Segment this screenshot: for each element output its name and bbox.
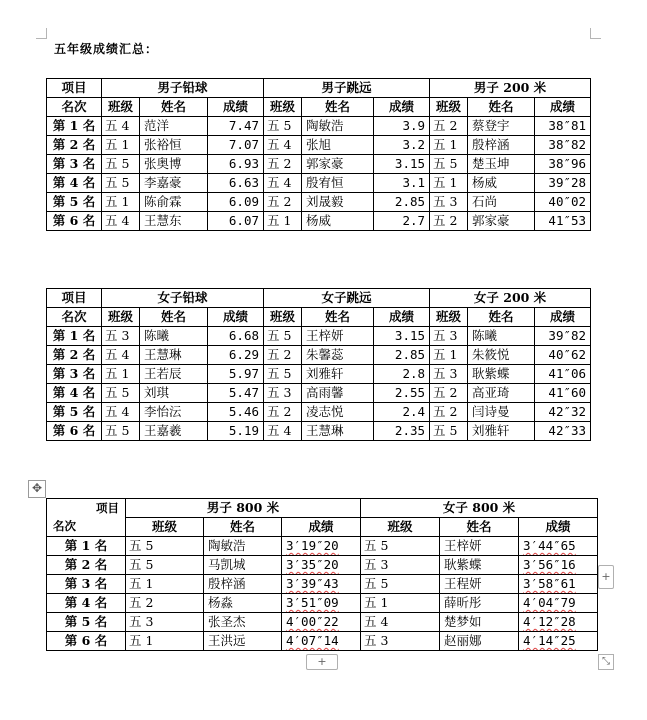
class-cell: 五 3: [430, 327, 468, 346]
score-cell: 3.9: [374, 117, 430, 136]
rank-cell: 第 4 名: [47, 174, 102, 193]
page-corner-mark-right: [590, 28, 601, 39]
name-cell: 殷梓涵: [204, 575, 282, 594]
score-cell: 3′56″16: [523, 557, 576, 572]
table-row: [47, 136, 591, 155]
score-cell: 3′39″43: [286, 576, 339, 591]
col-header-name: 姓名: [468, 98, 535, 117]
name-cell: 陶敏浩: [302, 117, 374, 136]
rank-cell: 第 6 名: [47, 632, 126, 651]
col-header-name: 姓名: [302, 308, 374, 327]
name-cell: 杨淼: [204, 594, 282, 613]
score-cell: 39″82: [535, 327, 591, 346]
name-cell: 蔡登宇: [468, 117, 535, 136]
rank-cell: 第 3 名: [47, 365, 102, 384]
score-cell: 39″28: [535, 174, 591, 193]
table-row: [47, 632, 598, 651]
class-cell: 五 1: [264, 212, 302, 231]
name-cell: 石尚: [468, 193, 535, 212]
score-cell: 5.19: [208, 422, 264, 441]
score-cell: 3′51″09: [286, 595, 339, 610]
event-header: 男子 800 米: [126, 499, 361, 518]
score-cell-wrap: [282, 537, 361, 556]
class-cell: 五 4: [102, 403, 140, 422]
class-cell: 五 5: [264, 327, 302, 346]
table-row: [47, 155, 591, 174]
name-cell: 朱馨蕊: [302, 346, 374, 365]
col-header-score: 成绩: [374, 98, 430, 117]
class-cell: 五 4: [102, 346, 140, 365]
col-header-score: 成绩: [535, 98, 591, 117]
table-row: [47, 193, 591, 212]
col-header-name: 姓名: [140, 98, 208, 117]
class-cell: 五 1: [102, 136, 140, 155]
class-cell: 五 3: [126, 613, 204, 632]
col-header-score: 成绩: [519, 518, 598, 537]
class-cell: 五 3: [361, 632, 440, 651]
add-row-button[interactable]: +: [306, 654, 338, 670]
score-cell-wrap: [519, 594, 598, 613]
name-cell: 杨威: [468, 174, 535, 193]
table-row: [47, 117, 591, 136]
table-row: [47, 174, 591, 193]
header-project-rank: [47, 499, 126, 537]
score-cell: 6.29: [208, 346, 264, 365]
name-cell: 张旭: [302, 136, 374, 155]
score-cell-wrap: [519, 632, 598, 651]
name-cell: 高雨馨: [302, 384, 374, 403]
event-header: 男子跳远: [264, 79, 430, 98]
name-cell: 李嘉豪: [140, 174, 208, 193]
class-cell: 五 2: [264, 346, 302, 365]
class-cell: 五 4: [264, 174, 302, 193]
score-cell: 7.07: [208, 136, 264, 155]
rank-cell: 第 6 名: [47, 212, 102, 231]
class-cell: 五 1: [102, 365, 140, 384]
score-cell: 3′58″61: [523, 576, 576, 591]
header-rank: 名次: [47, 98, 102, 117]
name-cell: 陶敏浩: [204, 537, 282, 556]
score-cell: 4′00″22: [286, 614, 339, 629]
score-cell: 2.55: [374, 384, 430, 403]
table-row: [47, 556, 598, 575]
name-cell: 马凯城: [204, 556, 282, 575]
header-project: 项目: [47, 79, 102, 98]
score-cell: 7.47: [208, 117, 264, 136]
name-cell: 楚玉坤: [468, 155, 535, 174]
name-cell: 张圣杰: [204, 613, 282, 632]
header-rank: 名次: [47, 308, 102, 327]
score-cell-wrap: [282, 575, 361, 594]
name-cell: 陈曦: [468, 327, 535, 346]
name-cell: 耿紫蝶: [440, 556, 519, 575]
score-cell: 2.4: [374, 403, 430, 422]
score-cell: 5.97: [208, 365, 264, 384]
event-header: 女子铅球: [102, 289, 264, 308]
class-cell: 五 3: [430, 193, 468, 212]
col-header-class: 班级: [126, 518, 204, 537]
name-cell: 殷梓涵: [468, 136, 535, 155]
class-cell: 五 3: [430, 365, 468, 384]
table-row: [47, 384, 591, 403]
table-resize-handle-icon[interactable]: ⤡: [598, 654, 614, 670]
name-cell: 王洪远: [204, 632, 282, 651]
name-cell: 杨威: [302, 212, 374, 231]
table-boys-field[interactable]: [46, 78, 591, 231]
score-cell: 2.85: [374, 346, 430, 365]
name-cell: 赵丽娜: [440, 632, 519, 651]
rank-cell: 第 6 名: [47, 422, 102, 441]
class-cell: 五 3: [361, 556, 440, 575]
score-cell: 38″81: [535, 117, 591, 136]
rank-cell: 第 4 名: [47, 594, 126, 613]
event-header: 女子 200 米: [430, 289, 591, 308]
class-cell: 五 2: [264, 403, 302, 422]
name-cell: 朱筱悦: [468, 346, 535, 365]
class-cell: 五 2: [430, 117, 468, 136]
class-cell: 五 5: [264, 365, 302, 384]
table-move-handle-icon[interactable]: ✥: [28, 480, 46, 498]
score-cell: 40″02: [535, 193, 591, 212]
score-cell: 4′04″79: [523, 595, 576, 610]
col-header-name: 姓名: [204, 518, 282, 537]
name-cell: 闫诗曼: [468, 403, 535, 422]
name-cell: 薛昕彤: [440, 594, 519, 613]
score-cell: 38″96: [535, 155, 591, 174]
rank-cell: 第 1 名: [47, 327, 102, 346]
col-header-class: 班级: [361, 518, 440, 537]
header-project: 项目: [96, 501, 119, 515]
class-cell: 五 2: [264, 155, 302, 174]
score-cell: 3.15: [374, 155, 430, 174]
score-cell: 38″82: [535, 136, 591, 155]
rank-cell: 第 2 名: [47, 346, 102, 365]
score-cell: 2.85: [374, 193, 430, 212]
col-header-score: 成绩: [208, 308, 264, 327]
class-cell: 五 2: [430, 403, 468, 422]
rank-cell: 第 1 名: [47, 117, 102, 136]
name-cell: 刘雅轩: [468, 422, 535, 441]
col-header-name: 姓名: [468, 308, 535, 327]
score-cell: 2.8: [374, 365, 430, 384]
score-cell: 3′19″20: [286, 538, 339, 553]
score-cell: 41″53: [535, 212, 591, 231]
class-cell: 五 5: [264, 117, 302, 136]
table-row: [47, 327, 591, 346]
col-header-name: 姓名: [440, 518, 519, 537]
score-cell: 3.2: [374, 136, 430, 155]
name-cell: 刘雅轩: [302, 365, 374, 384]
score-cell: 5.47: [208, 384, 264, 403]
name-cell: 李怡沄: [140, 403, 208, 422]
class-cell: 五 3: [102, 327, 140, 346]
name-cell: 陈曦: [140, 327, 208, 346]
class-cell: 五 1: [361, 594, 440, 613]
name-cell: 高亚琦: [468, 384, 535, 403]
score-cell: 42″33: [535, 422, 591, 441]
score-cell: 41″60: [535, 384, 591, 403]
table-row: [47, 212, 591, 231]
header-rank: 名次: [53, 519, 76, 533]
class-cell: 五 5: [430, 155, 468, 174]
col-header-class: 班级: [430, 308, 468, 327]
score-cell: 41″06: [535, 365, 591, 384]
rank-cell: 第 5 名: [47, 403, 102, 422]
score-cell-wrap: [282, 594, 361, 613]
name-cell: 张裕恒: [140, 136, 208, 155]
class-cell: 五 1: [126, 575, 204, 594]
score-cell-wrap: [282, 613, 361, 632]
class-cell: 五 4: [102, 117, 140, 136]
class-cell: 五 5: [102, 155, 140, 174]
event-header: 女子 800 米: [361, 499, 598, 518]
score-cell-wrap: [519, 556, 598, 575]
document-title: 五年级成绩汇总：: [54, 42, 159, 56]
name-cell: 王嘉羲: [140, 422, 208, 441]
name-cell: 殷宥恒: [302, 174, 374, 193]
name-cell: 范洋: [140, 117, 208, 136]
score-cell: 4′14″25: [523, 633, 576, 648]
class-cell: 五 5: [361, 575, 440, 594]
name-cell: 王慧琳: [302, 422, 374, 441]
class-cell: 五 4: [102, 212, 140, 231]
class-cell: 五 5: [102, 422, 140, 441]
name-cell: 王程妍: [440, 575, 519, 594]
name-cell: 王梓妍: [302, 327, 374, 346]
table-row: [47, 575, 598, 594]
table-row: [47, 537, 598, 556]
score-cell: 5.46: [208, 403, 264, 422]
class-cell: 五 2: [264, 193, 302, 212]
col-header-class: 班级: [264, 98, 302, 117]
name-cell: 王慧琳: [140, 346, 208, 365]
col-header-score: 成绩: [282, 518, 361, 537]
class-cell: 五 1: [430, 136, 468, 155]
rank-cell: 第 3 名: [47, 575, 126, 594]
name-cell: 郭家豪: [302, 155, 374, 174]
class-cell: 五 5: [126, 537, 204, 556]
score-cell: 3.1: [374, 174, 430, 193]
add-column-button[interactable]: +: [598, 565, 614, 589]
score-cell: 3.15: [374, 327, 430, 346]
rank-cell: 第 1 名: [47, 537, 126, 556]
class-cell: 五 1: [102, 193, 140, 212]
score-cell: 6.68: [208, 327, 264, 346]
class-cell: 五 2: [430, 212, 468, 231]
table-row: [47, 403, 591, 422]
rank-cell: 第 5 名: [47, 613, 126, 632]
table-800m[interactable]: [46, 498, 598, 651]
score-cell: 4′12″28: [523, 614, 576, 629]
name-cell: 张奥博: [140, 155, 208, 174]
class-cell: 五 5: [430, 422, 468, 441]
score-cell: 6.09: [208, 193, 264, 212]
name-cell: 郭家豪: [468, 212, 535, 231]
col-header-score: 成绩: [208, 98, 264, 117]
class-cell: 五 5: [126, 556, 204, 575]
rank-cell: 第 3 名: [47, 155, 102, 174]
class-cell: 五 5: [361, 537, 440, 556]
class-cell: 五 3: [264, 384, 302, 403]
score-cell-wrap: [282, 556, 361, 575]
class-cell: 五 2: [126, 594, 204, 613]
score-cell: 6.63: [208, 174, 264, 193]
event-header: 男子铅球: [102, 79, 264, 98]
class-cell: 五 5: [102, 384, 140, 403]
score-cell-wrap: [519, 575, 598, 594]
col-header-class: 班级: [430, 98, 468, 117]
col-header-score: 成绩: [535, 308, 591, 327]
col-header-name: 姓名: [140, 308, 208, 327]
score-cell: 4′07″14: [286, 633, 339, 648]
table-row: [47, 594, 598, 613]
class-cell: 五 4: [264, 136, 302, 155]
col-header-class: 班级: [102, 98, 140, 117]
class-cell: 五 1: [126, 632, 204, 651]
score-cell-wrap: [282, 632, 361, 651]
header-project: 项目: [47, 289, 102, 308]
table-row: [47, 365, 591, 384]
col-header-score: 成绩: [374, 308, 430, 327]
score-cell: 2.7: [374, 212, 430, 231]
name-cell: 刘晟毅: [302, 193, 374, 212]
name-cell: 王梓妍: [440, 537, 519, 556]
score-cell: 3′35″20: [286, 557, 339, 572]
score-cell: 6.93: [208, 155, 264, 174]
name-cell: 刘琪: [140, 384, 208, 403]
col-header-name: 姓名: [302, 98, 374, 117]
event-header: 男子 200 米: [430, 79, 591, 98]
name-cell: 王慧东: [140, 212, 208, 231]
class-cell: 五 4: [264, 422, 302, 441]
table-row: [47, 346, 591, 365]
score-cell-wrap: [519, 613, 598, 632]
class-cell: 五 1: [430, 174, 468, 193]
rank-cell: 第 4 名: [47, 384, 102, 403]
name-cell: 凌志悦: [302, 403, 374, 422]
rank-cell: 第 2 名: [47, 556, 126, 575]
table-girls-field[interactable]: [46, 288, 591, 441]
col-header-class: 班级: [102, 308, 140, 327]
score-cell: 6.07: [208, 212, 264, 231]
score-cell-wrap: [519, 537, 598, 556]
score-cell: 2.35: [374, 422, 430, 441]
class-cell: 五 5: [102, 174, 140, 193]
class-cell: 五 1: [430, 346, 468, 365]
col-header-class: 班级: [264, 308, 302, 327]
name-cell: 王若辰: [140, 365, 208, 384]
rank-cell: 第 5 名: [47, 193, 102, 212]
page-corner-mark-left: [36, 28, 47, 39]
class-cell: 五 2: [430, 384, 468, 403]
score-cell: 40″62: [535, 346, 591, 365]
table-row: [47, 422, 591, 441]
score-cell: 3′44″65: [523, 538, 576, 553]
score-cell: 42″32: [535, 403, 591, 422]
class-cell: 五 4: [361, 613, 440, 632]
name-cell: 耿紫蝶: [468, 365, 535, 384]
rank-cell: 第 2 名: [47, 136, 102, 155]
name-cell: 陈俞霖: [140, 193, 208, 212]
name-cell: 楚梦如: [440, 613, 519, 632]
table-row: [47, 613, 598, 632]
event-header: 女子跳远: [264, 289, 430, 308]
